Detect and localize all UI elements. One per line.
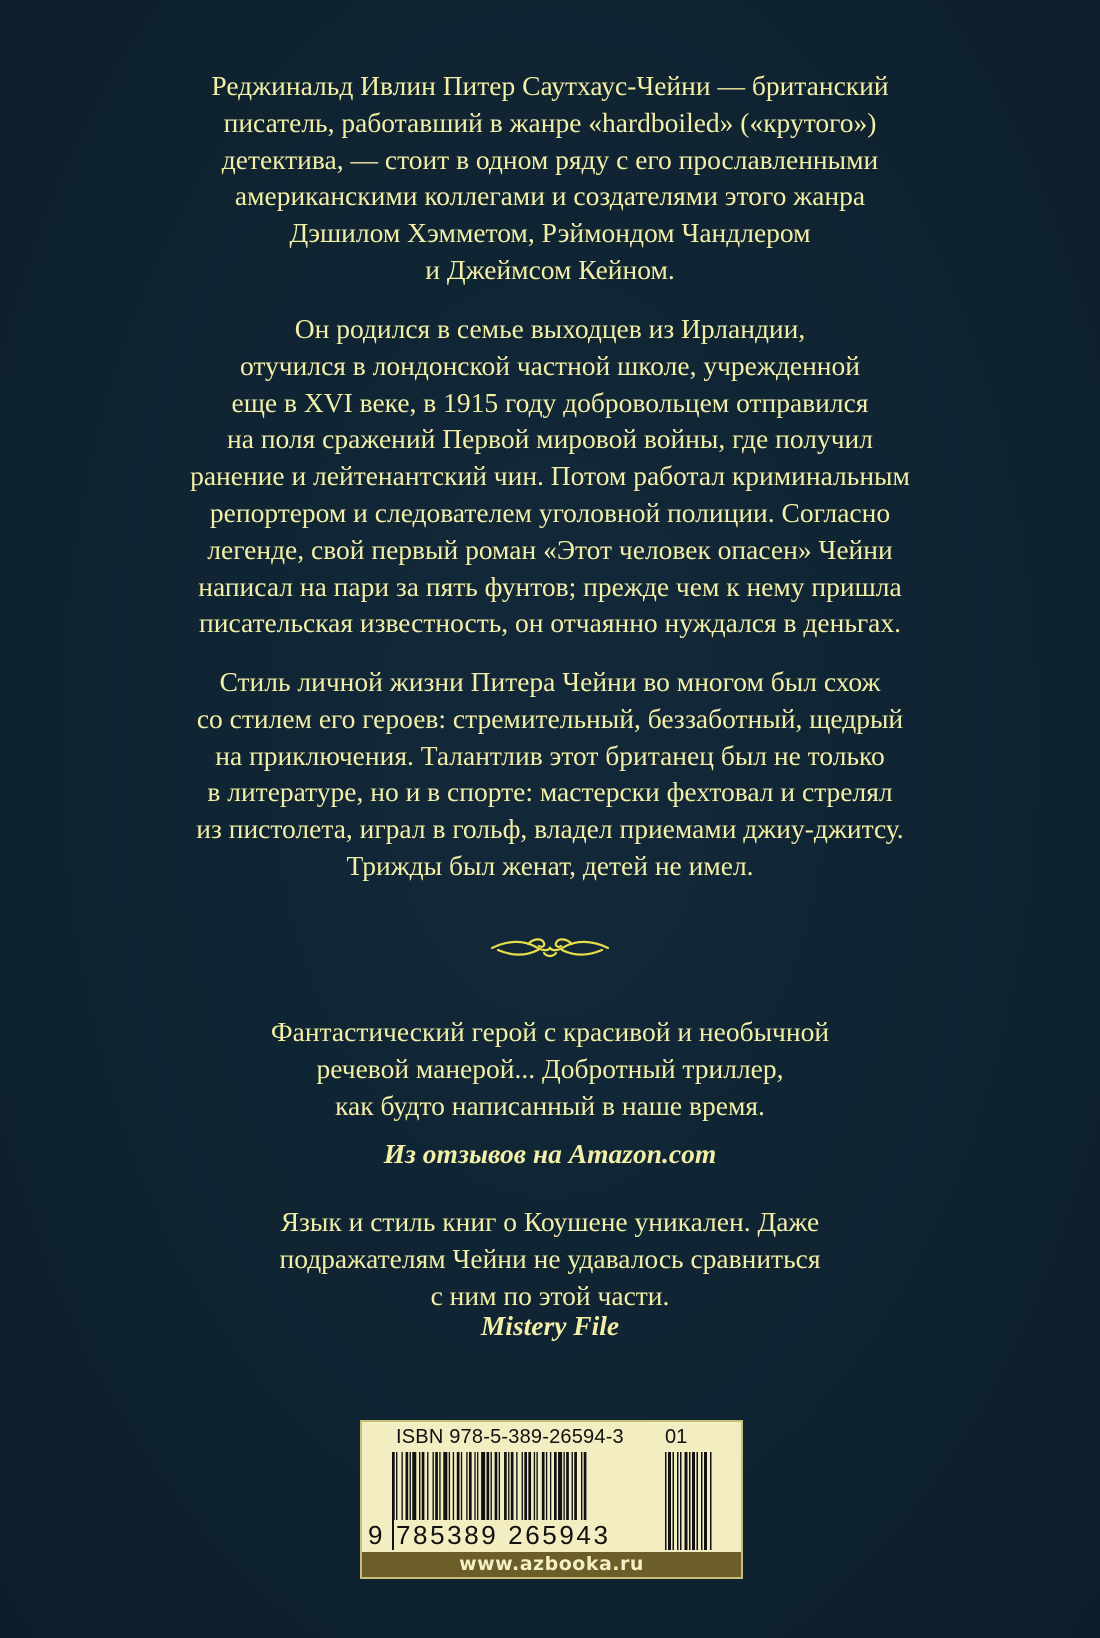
- barcode-addon-bar: [701, 1452, 703, 1550]
- text-line: Фантастический герой с красивой и необычной: [270, 1016, 830, 1047]
- barcode-addon-bar: [704, 1452, 707, 1550]
- text-line: как будто написанный в наше время.: [335, 1089, 765, 1121]
- barcode-bar: [422, 1452, 425, 1524]
- barcode-bar: [574, 1452, 577, 1524]
- text-line: репортером и следователем уголовной полиции. Согласно: [209, 496, 891, 528]
- text-line: отучился в лондонской частной школе, учрежденной: [240, 349, 860, 381]
- isbn-barcode: [360, 1420, 743, 1579]
- text-line: ранение и лейтенантский чин. Потом работал криминальным: [190, 460, 910, 492]
- barcode-bar: [584, 1452, 587, 1524]
- text-line: с ним по этой части.: [430, 1279, 670, 1311]
- barcode-bar: [435, 1452, 438, 1524]
- isbn-label: ISBN 978-5-389-26594-3: [396, 1426, 624, 1448]
- text-line: американскими коллегами и создателями этого жанра: [234, 180, 866, 212]
- barcode-bar: [453, 1452, 454, 1524]
- barcode-bar: [401, 1452, 402, 1524]
- text-line: Реджинальд Ивлин Питер Саутхаус-Чейни — британский: [211, 70, 889, 101]
- barcode-addon-bar: [668, 1452, 671, 1550]
- text-line: из пистолета, играл в гольф, владел приемами джиу-джитсу.: [196, 813, 904, 845]
- barcode-bar: [419, 1452, 420, 1524]
- barcode-addon-bar: [710, 1452, 712, 1550]
- text-line: Язык и стиль книг о Коушене уникален. Даже: [280, 1206, 820, 1237]
- barcode-bar: [427, 1452, 428, 1524]
- barcode-bar: [524, 1452, 527, 1524]
- barcode-bar: [542, 1452, 545, 1524]
- barcode-bar: [433, 1452, 434, 1524]
- barcode-bar: [457, 1452, 460, 1524]
- text-line: Он родился в семье выходцев из Ирландии,: [294, 313, 806, 344]
- biography-paragraph-3: [110, 664, 990, 885]
- text-line: и Джеймсом Кейном.: [425, 253, 675, 285]
- barcode-addon-bar: [697, 1452, 699, 1550]
- barcode-bar: [466, 1452, 467, 1524]
- barcode-addon-bar: [673, 1452, 675, 1550]
- barcode-bar: [439, 1452, 440, 1524]
- text-line: на приключения. Талантлив этот британец был не только: [215, 739, 885, 771]
- barcode-bar: [536, 1452, 537, 1524]
- barcode-bar: [443, 1452, 447, 1524]
- barcode-addon-bar: [689, 1452, 691, 1550]
- review-quote-2: [110, 1204, 990, 1314]
- text-line: Дэшилом Хэмметом, Рэймондом Чандлером: [289, 217, 811, 249]
- barcode-bar: [477, 1452, 478, 1524]
- barcode-bar: [558, 1452, 562, 1524]
- text-line: еще в XVI веке, в 1915 году добровольцем отправился: [231, 386, 869, 418]
- barcode-bar: [511, 1452, 514, 1524]
- text-line: подражателям Чейни не удавалось сравниться: [279, 1242, 821, 1274]
- barcode-addon-bar: [680, 1452, 682, 1550]
- review-quote-1: [110, 1014, 990, 1124]
- barcode-bar: [534, 1452, 535, 1524]
- barcode-bar: [516, 1452, 517, 1524]
- barcode-addon-bar: [677, 1452, 679, 1550]
- barcode-bar: [461, 1452, 462, 1524]
- barcode-bar: [499, 1452, 500, 1524]
- barcode-bar: [469, 1452, 472, 1524]
- ean-digits: 785389 265943: [396, 1520, 611, 1550]
- barcode-addon-bar: [692, 1452, 695, 1550]
- isbn-addon-label: 01: [665, 1426, 688, 1448]
- text-line: легенде, свой первый роман «Этот человек опасен» Чейни: [207, 533, 893, 565]
- review-source-1: Из отзывов на Amazon.com: [383, 1138, 717, 1169]
- barcode-bar: [508, 1452, 509, 1524]
- barcode-bar: [528, 1452, 531, 1524]
- barcode-bar: [563, 1452, 564, 1524]
- text-line: написал на пари за пять фунтов; прежде чем к нему пришла: [198, 570, 902, 602]
- publisher-website: www.azbooka.ru: [362, 1552, 741, 1577]
- barcode-bar: [566, 1452, 569, 1524]
- text-line: Трижды был женат, детей не имел.: [346, 849, 754, 881]
- barcode-bar: [487, 1452, 490, 1524]
- barcode-bar: [504, 1452, 507, 1524]
- barcode-bar: [522, 1452, 523, 1524]
- text-line: на поля сражений Первой мировой войны, где получил: [227, 423, 873, 455]
- text-line: писатель, работавший в жанре «hardboiled» («крутого»): [223, 106, 877, 138]
- barcode-bar: [410, 1452, 411, 1524]
- biography-paragraph-1: [110, 68, 990, 289]
- barcode-bar: [581, 1452, 582, 1524]
- text-line: в литературе, но и в спорте: мастерски фехтовал и стрелял: [207, 776, 893, 808]
- barcode-bar: [449, 1452, 450, 1524]
- barcode-bar: [406, 1452, 409, 1524]
- barcode-bar: [474, 1452, 475, 1524]
- barcode-addon-bar: [685, 1452, 688, 1550]
- text-line: Стиль личной жизни Питера Чейни во многом был схож: [219, 666, 881, 697]
- biography-paragraph-2: [110, 311, 990, 642]
- barcode-bar: [550, 1452, 551, 1524]
- barcode-bar: [481, 1452, 485, 1524]
- review-source-2: Mistery File: [480, 1310, 620, 1341]
- text-line: со стилем его героев: стремительный, беззаботный, щедрый: [196, 702, 904, 734]
- barcode-bar: [554, 1452, 557, 1524]
- ean-lead-digit: 9: [368, 1520, 383, 1550]
- text-line: речевой манерой... Добротный триллер,: [316, 1052, 784, 1084]
- barcode-addon-bar: [665, 1452, 667, 1550]
- barcode-bar: [572, 1452, 573, 1524]
- barcode-bar: [412, 1452, 416, 1524]
- barcode-bar: [546, 1452, 547, 1524]
- text-line: писательская известность, он отчаянно нуждался в деньгах.: [199, 607, 901, 639]
- text-line: детектива, — стоит в одном ряду с его прославленными: [221, 143, 879, 175]
- flourish-divider-icon: [488, 930, 612, 966]
